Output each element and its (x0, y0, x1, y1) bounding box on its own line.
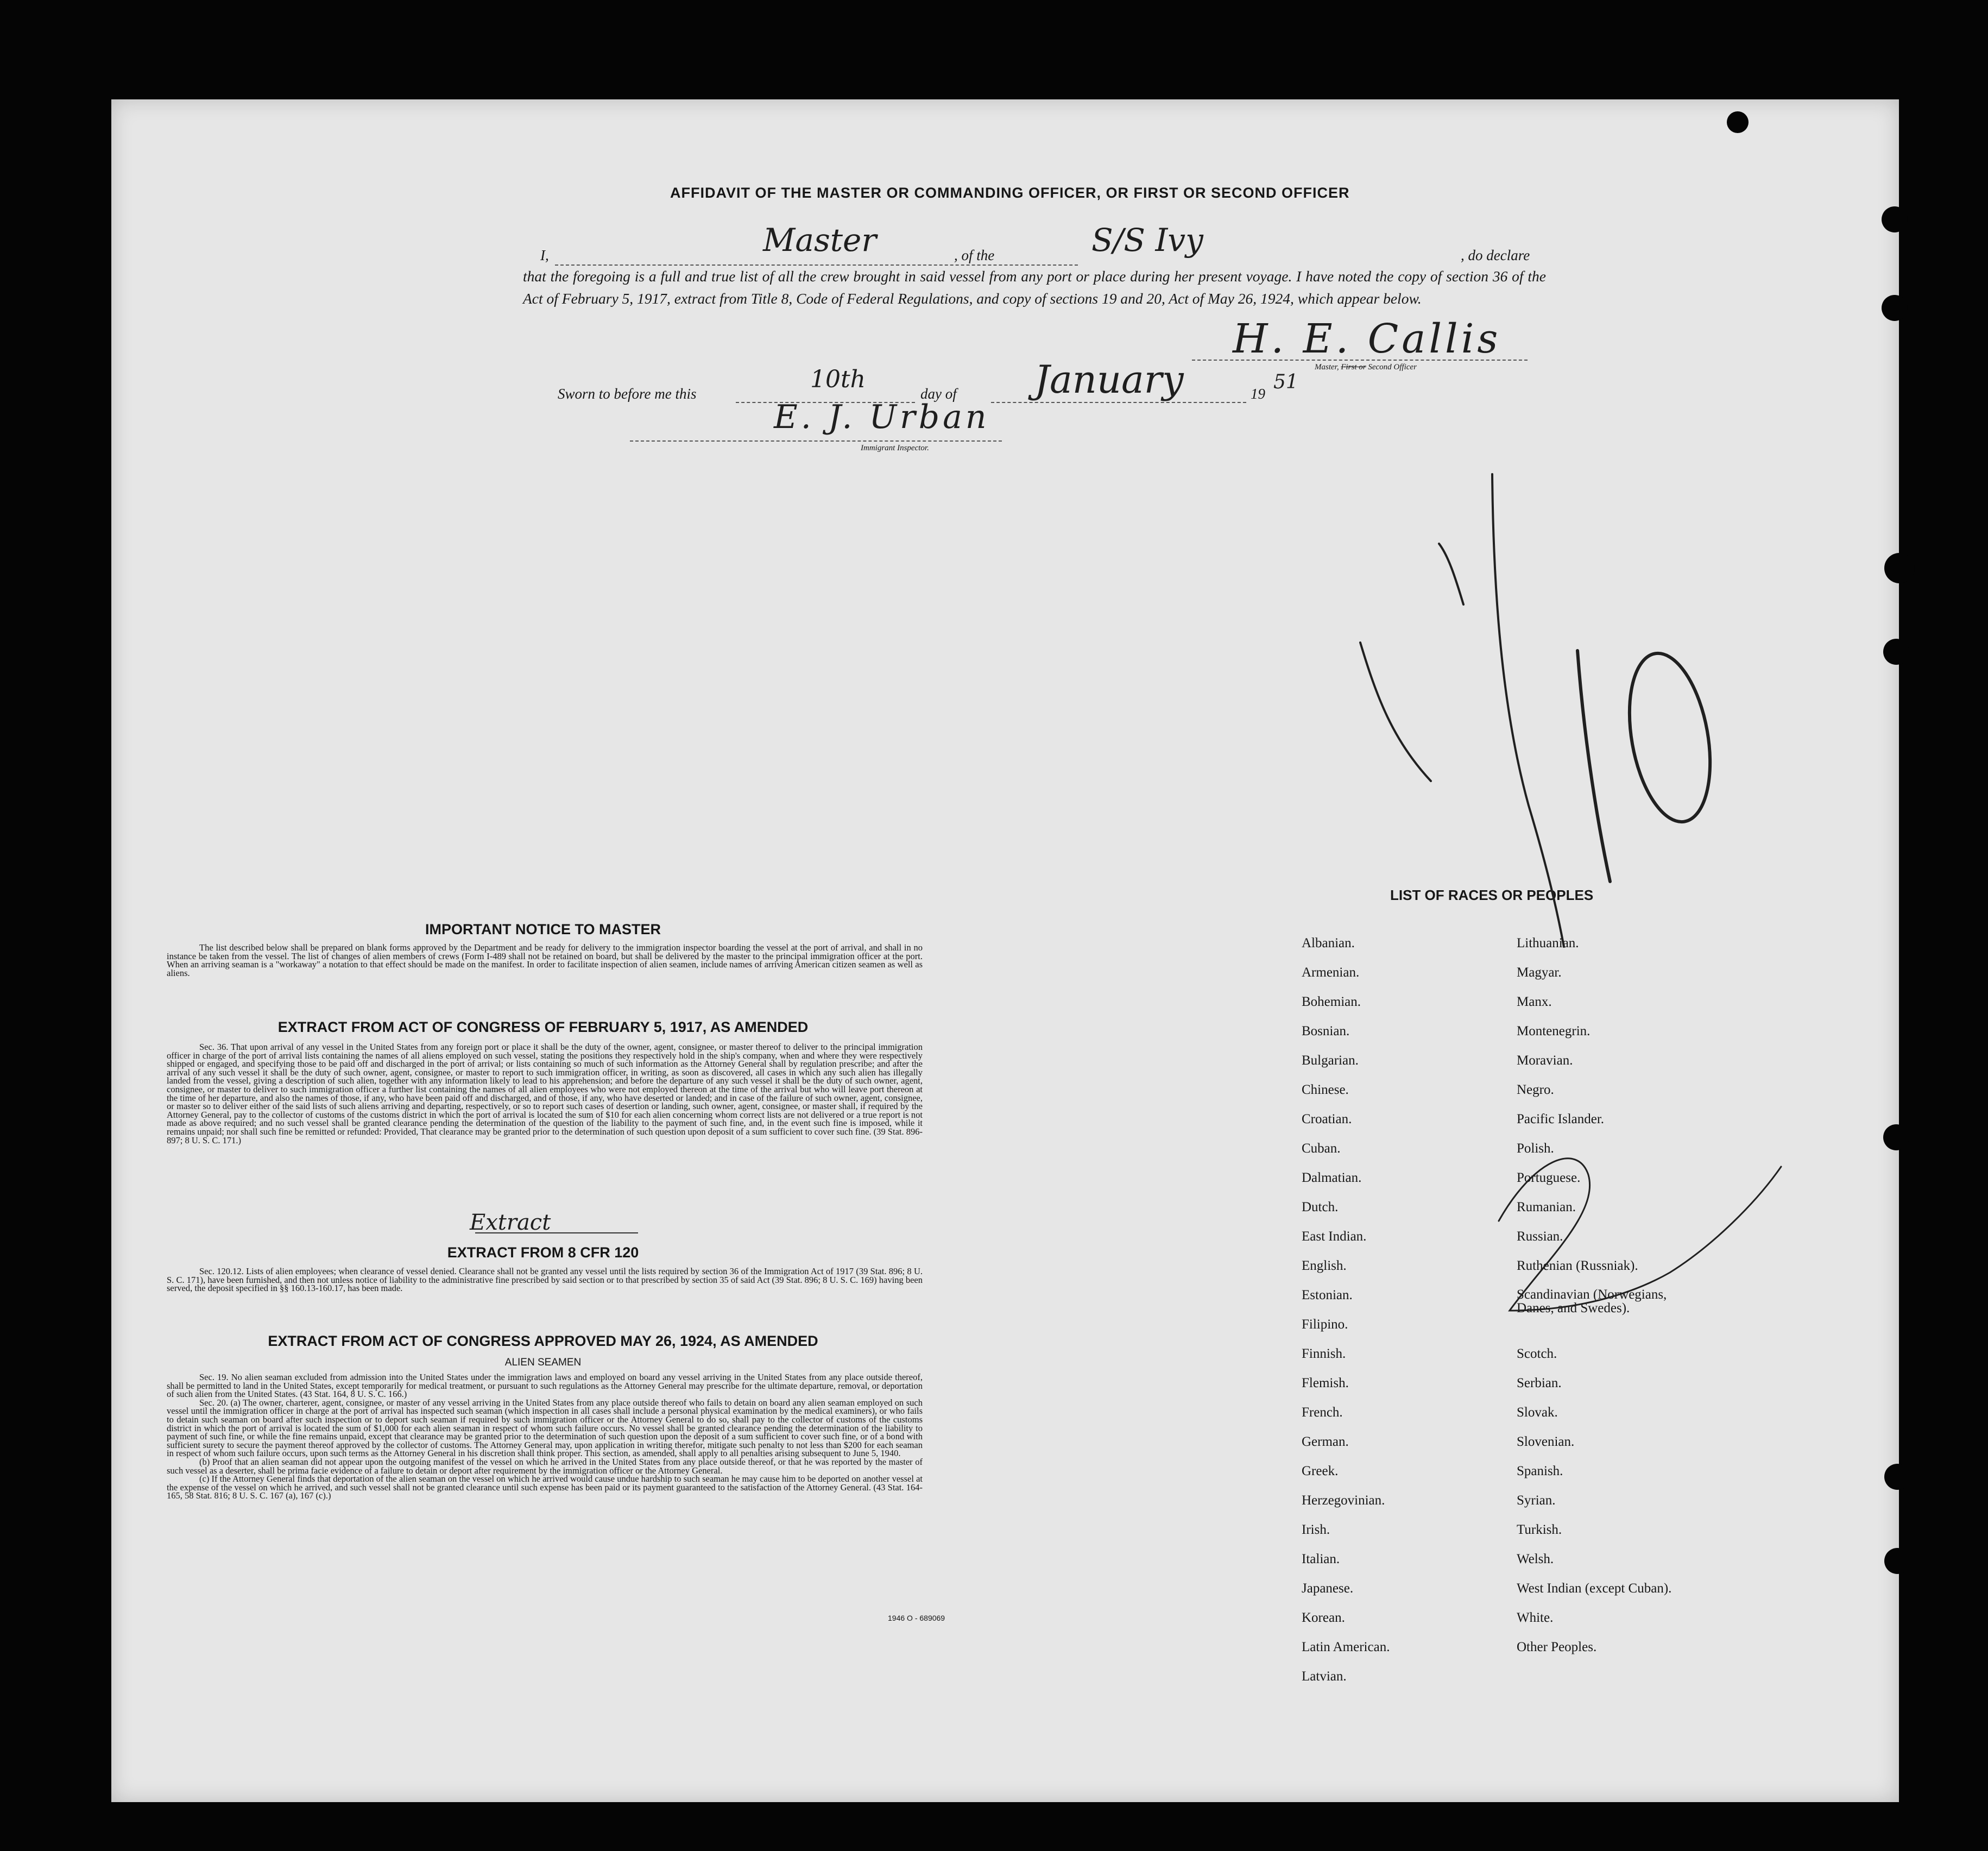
notice-title: IMPORTANT NOTICE TO MASTER (425, 921, 661, 937)
sworn-text: Sworn to before me this (558, 386, 697, 402)
race-item: Herzegovinian. (1302, 1493, 1385, 1508)
race-item: German. (1302, 1434, 1349, 1449)
race-item: French. (1302, 1405, 1343, 1420)
race-item: Estonian. (1302, 1288, 1353, 1302)
affidavit-title: AFFIDAVIT OF THE MASTER OR COMMANDING OFFICER, OR FIRST OR SECOND OFFICER (670, 185, 1350, 201)
race-item: Japanese. (1302, 1581, 1354, 1596)
extract-1917-text: Sec. 36. That upon arrival of any vessel in the United States from any foreign port or place it shall be the duty of the owner, agent, consignee, or master thereof to deliver to the principal immigration officer in charge of the port of arrival lists containing the names of all aliens employed on such vessel, stating the positions they respectively hold in the ship's company, when and where they were respectively shipped or engaged, and specifying those to be paid off and discharged in the port of arrival; or lists containing so much of such information as the Attorney General shall by regulation prescribe; and after the arrival of any such vessel it shall be the duty of such owner, agent, consignee, or master to report to such immigration officer, in writing, as soon as discovered, all cases in which any such alien has illegally landed from the vessel, giving a description of such alien, together with any information likely to lead to his apprehension; and before the departure of any such vessel it shall be the duty of such owner, agent, consignee, or master to deliver to such immigration officer a further list containing the names of all alien employees who were not employed thereon at the time of the arrival but who will leave port thereon at the time of her departure, and also the names of those, if any, who have been paid off and discharged, and of those, if any, who have deserted or landed; and in case of the failure of such owner, agent, consignee, or master so to deliver either of the said lists of such aliens arriving and departing, respectively, or so to report such cases of desertion or landing, such owner, agent, consignee, or master shall, if required by the Attorney General, pay to the collector of customs of the customs district in which the port of arrival is located the sum of $10 for each alien concerning whom correct lists are not delivered or a true report is not made as above required; and no such vessel shall be granted clearance pending the determination of the question of the liability to the payment of such fine, and, in the event such fine is imposed, while it remains unpaid; nor shall such fine be remitted or refunded: Provided, That clearance may be granted prior to the determination of such question upon deposit of a sum sufficient to cover such fine. (39 Stat. 896-897; 8 U. S. C. 171.) (167, 1042, 923, 1145)
race-item: Bosnian. (1302, 1024, 1350, 1038)
race-item: Russian. (1517, 1229, 1563, 1244)
race-item: Korean. (1302, 1610, 1345, 1625)
race-item: Welsh. (1517, 1552, 1554, 1566)
year-prefix: 19 (1251, 386, 1265, 402)
sworn-month: January (1034, 357, 1184, 402)
affidavit-of-the: , of the (952, 247, 996, 264)
punch-hole (1883, 1124, 1909, 1150)
race-item: East Indian. (1302, 1229, 1367, 1244)
day-of-text: day of (920, 386, 957, 402)
inspector-caption: Immigrant Inspector. (861, 444, 929, 452)
race-item: Polish. (1517, 1141, 1554, 1156)
race-item: Bohemian. (1302, 994, 1361, 1009)
races-title: LIST OF RACES OR PEOPLES (1390, 887, 1594, 903)
race-item: Scandinavian (Norwegians, Danes, and Swedes). (1517, 1287, 1667, 1315)
race-item: Pacific Islander. (1517, 1112, 1605, 1126)
sworn-day: 10th (810, 366, 866, 393)
race-item: Serbian. (1517, 1376, 1562, 1390)
punch-hole (1882, 295, 1908, 321)
punch-hole (1884, 553, 1915, 583)
sec-20a-text: Sec. 20. (a) The owner, charterer, agent, consignee, or master of any vessel arriving in the United States from any place outside thereof who fails to detain on board any alien seaman employed on such vessel until the immigration officer in charge at the port of arrival has inspected such seaman (which inspection in all cases shall include a personal physical examination by the medical examiners), or who fails to detain such seaman on board after such inspection or to deport such seaman if required by such immigration officer or the Attorney General to do so, shall pay to the collector of customs of the customs district in which the port of arrival is located the sum of $1,000 for each alien seaman in respect of whom such failure occurs. No vessel shall be granted clearance pending the determination of the liability to payment of such fine, or while the fine remains unpaid, except that clearance may be granted prior to the determination of such question upon the deposit of a sum sufficient to cover such fine, or of a bond with sufficient surety to secure the payment thereof approved by the collector of customs. The Attorney General may, upon application in writing therefor, mitigate such penalty to not less than $200 for each seaman in respect of whom such failure occurs, upon such terms as the Attorney General in his discretion shall think proper. This section, as amended, shall apply to all penalties arising subsequent to June 5, 1940. (167, 1397, 923, 1459)
race-item: Ruthenian (Russniak). (1517, 1258, 1638, 1273)
punch-hole (1883, 639, 1909, 665)
race-item: Dalmatian. (1302, 1170, 1362, 1185)
handwritten-rank: Master (763, 222, 877, 259)
race-item: Irish. (1302, 1522, 1330, 1537)
race-item: West Indian (except Cuban). (1517, 1581, 1672, 1596)
punch-hole (1884, 1548, 1910, 1574)
extract-cfr-text: Sec. 120.12. Lists of alien employees; when clearance of vessel denied. Clearance shall not be granted any vessel until the lists required by section 36 of the Immigration Act of 1917 (39 Stat. 896; 8 U. S. C. 171), have been furnished, and then not unless notice of liability to the administrative fine prescribed by said section or to that prescribed by section 35 of said Act (39 Stat. 896; 8 U. S. C. 169) having been served, the deposit specified in §§ 160.13-160.17, has been made. (167, 1266, 923, 1294)
extract-1917-title: EXTRACT FROM ACT OF CONGRESS OF FEBRUARY 5, 1917, AS AMENDED (277, 1019, 809, 1035)
punch-hole (1884, 1464, 1910, 1490)
sec-19-text: Sec. 19. No alien seaman excluded from admission into the United States under the immigration laws and employed on board any vessel arriving in the United States from any place outside thereof, shall be permitted to land in the United States, except temporarily for medical treatment, or pursuant to such regulations as the Attorney General may prescribe for the ultimate departure, removal, or deportation of such alien from the United States. (43 Stat. 164, 8 U. S. C. 166.) (167, 1372, 923, 1400)
master-signature: H. E. Callis (1233, 316, 1501, 362)
large-mark-slash-stroke (1492, 474, 1564, 947)
race-item: Cuban. (1302, 1141, 1341, 1156)
extract-1924-title: EXTRACT FROM ACT OF CONGRESS APPROVED MAY 26, 1924, AS AMENDED (268, 1333, 818, 1349)
race-item: Lithuanian. (1517, 936, 1579, 950)
race-item: Armenian. (1302, 965, 1360, 980)
race-item: Filipino. (1302, 1317, 1348, 1332)
race-item: Dutch. (1302, 1200, 1339, 1214)
handwritten-marks (111, 99, 1899, 1802)
race-item: Scotch. (1517, 1346, 1557, 1361)
affidavit-declare: , do declare (1459, 247, 1530, 264)
race-item: Magyar. (1517, 965, 1562, 980)
race-item: Finnish. (1302, 1346, 1346, 1361)
affidavit-body: that the foregoing is a full and true list of all the crew brought in said vessel from any port or place during her present voyage. I have noted the copy of section 36 of the Act of February 5, 1917, extract from Title 8, Code of Federal Regulations, and copy of sections 19 and 20, Act of May 26, 1924, which appear below. (523, 268, 1546, 307)
race-item: Albanian. (1302, 936, 1355, 950)
large-mark-tick-stroke (1439, 544, 1463, 605)
race-item: Turkish. (1517, 1522, 1562, 1537)
race-item: Manx. (1517, 994, 1552, 1009)
large-mark-curve-stroke (1360, 643, 1431, 781)
race-item: Syrian. (1517, 1493, 1556, 1508)
race-item: Negro. (1517, 1082, 1554, 1097)
sec-20c-text: (c) If the Attorney General finds that deportation of the alien seaman on the vessel on which he arrived would cause undue hardship to such seaman he may cause him to be deported on another vessel at the expense of the vessel on which he arrived, and such vessel shall not be granted clearance until such expense has been paid or its payment guaranteed to the satisfaction of the Attorney General. (43 Stat. 164-165, 58 Stat. 816; 8 U. S. C. 167 (a), 167 (c).) (167, 1474, 923, 1501)
race-item: Italian. (1302, 1552, 1340, 1566)
notice-text: The list described below shall be prepared on blank forms approved by the Department and be ready for delivery to the immigration inspector boarding the vessel at the port of arrival, and shall in no instance be taken from the vessel. The list of changes of alien members of crews (Form I-489 shall not be retained on board, but shall be delivered by the master to the principal immigration officer at the port. When an arriving seaman is a "workaway" a notation to that effect should be made on the manifest. In order to facilitate inspection of alien seamen, include names of arriving American citizen seamen as well as aliens. (167, 942, 923, 978)
master-caption: Master, First or Second Officer (1315, 363, 1417, 372)
extract-cfr-title: EXTRACT FROM 8 CFR 120 (447, 1244, 639, 1261)
document-page (111, 99, 1899, 1802)
handwritten-vessel: S/S Ivy (1091, 222, 1203, 259)
race-item: Rumanian. (1517, 1200, 1576, 1214)
punch-hole (1727, 111, 1749, 133)
race-item: Slovenian. (1517, 1434, 1575, 1449)
race-item: Slovak. (1517, 1405, 1558, 1420)
race-item: Moravian. (1517, 1053, 1573, 1068)
sec-20b-text: (b) Proof that an alien seaman did not appear upon the outgoing manifest of the vessel on which he arrived in the United States from any place outside thereof, or that he was reported by the master of such vessel as a deserter, shall be prima facie evidence of a failure to detain or deport after requirement by the immigration officer or the Attorney General. (167, 1456, 923, 1476)
race-item: Portuguese. (1517, 1170, 1581, 1185)
print-code: 1946 O - 689069 (888, 1614, 945, 1622)
race-item: Spanish. (1517, 1464, 1563, 1478)
race-item: Flemish. (1302, 1376, 1349, 1390)
race-item: Latin American. (1302, 1640, 1390, 1654)
large-mark-one-stroke (1577, 651, 1610, 882)
race-item: Latvian. (1302, 1669, 1347, 1684)
race-item: Chinese. (1302, 1082, 1349, 1097)
race-item: White. (1517, 1610, 1554, 1625)
extract-1924-subtitle: ALIEN SEAMEN (504, 1357, 582, 1368)
race-item: Bulgarian. (1302, 1053, 1359, 1068)
large-mark-zero-stroke (1618, 647, 1722, 828)
race-item: Other Peoples. (1517, 1640, 1597, 1654)
inspector-signature: E. J. Urban (774, 398, 990, 436)
small-mark-two-stroke (1499, 1159, 1781, 1311)
race-item: English. (1302, 1258, 1347, 1273)
race-item: Montenegrin. (1517, 1024, 1591, 1038)
handwritten-extract: Extract (470, 1210, 551, 1235)
affidavit-i: I, (540, 247, 549, 263)
race-item: Greek. (1302, 1464, 1339, 1478)
year-suffix: 51 (1273, 371, 1298, 393)
race-item: Croatian. (1302, 1112, 1352, 1126)
punch-hole (1882, 206, 1908, 232)
